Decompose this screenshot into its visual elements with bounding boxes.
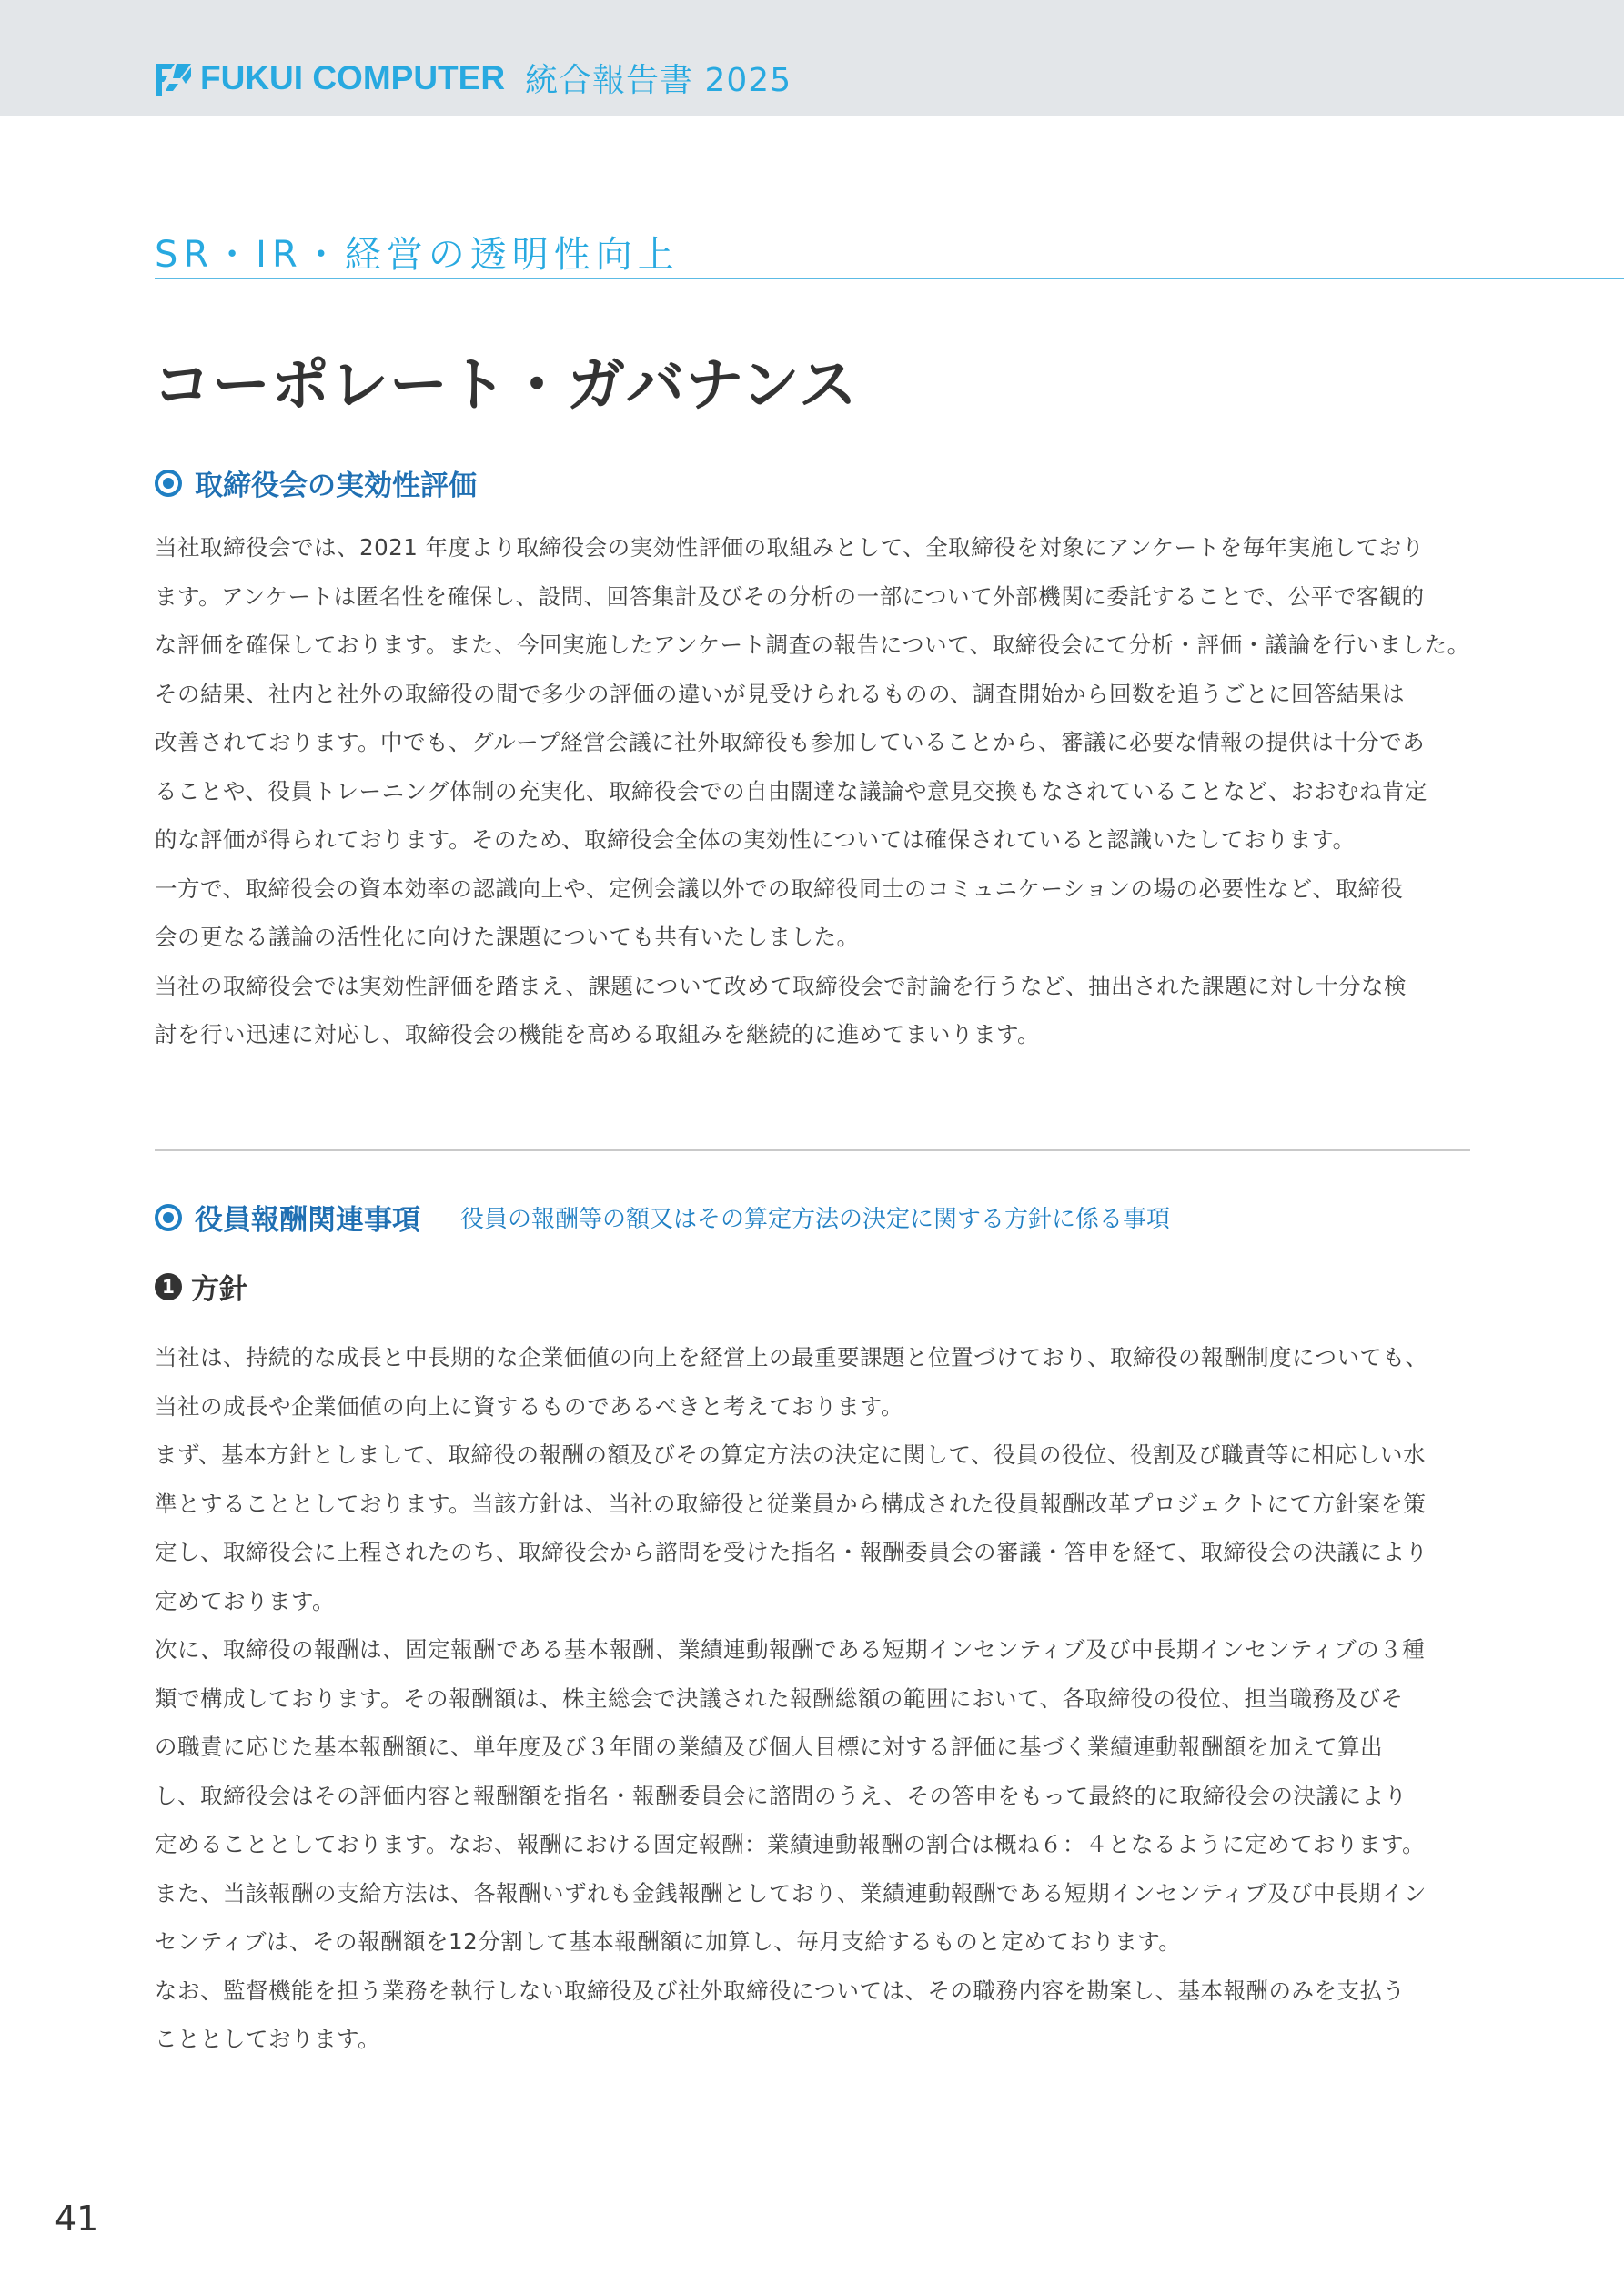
report-title: 統合報告書 2025	[525, 62, 792, 99]
paragraph-line: 定めております。	[155, 1587, 336, 1614]
section-rule	[155, 278, 1624, 279]
policy-heading-text: 方針	[191, 1273, 247, 1306]
compensation-heading-note: 役員の報酬等の額又はその算定方法の決定に関する方針に係る事項	[460, 1206, 1171, 1233]
compensation-body	[155, 1333, 1483, 2064]
paragraph-line: センティブは、その報酬額を12分割して基本報酬額に加算し、毎月支給するものと定めております。	[155, 1928, 1182, 1955]
paragraph-line: の職責に応じた基本報酬額に、単年度及び３年間の業績及び個人目標に対する評価に基づく業績連動報酬額を加えて算出	[155, 1734, 1383, 1760]
paragraph-line: 一方で、取締役会の資本効率の認識向上や、定例会議以外での取締役同士のコミュニケーションの場の必要性など、取締役	[155, 875, 1404, 902]
header-band	[0, 0, 1624, 116]
paragraph-line: 討を行い迅速に対応し、取締役会の機能を高める取組みを継続的に進めてまいります。	[155, 1021, 1041, 1047]
paragraph-line: 定し、取締役会に上程されたのち、取締役会から諮問を受けた指名・報酬委員会の審議・答申を経て、取締役会の決議により	[155, 1539, 1428, 1565]
board-evaluation-body	[155, 523, 1483, 1059]
paragraph-line: 当社取締役会では、2021 年度より取締役会の実効性評価の取組みとして、全取締役を対象にアンケートを毎年実施しており	[155, 534, 1425, 561]
paragraph-line: し、取締役会はその評価内容と報酬額を指名・報酬委員会に諮問のうえ、その答申をもって最終的に取締役会の決議により	[155, 1782, 1407, 1809]
paragraph-line: 当社は、持続的な成長と中長期的な企業価値の向上を経営上の最重要課題と位置づけており、取締役の報酬制度についても、	[155, 1344, 1428, 1371]
circle-bullet-icon	[155, 1204, 182, 1231]
paragraph-line: なお、監督機能を担う業務を執行しない取締役及び社外取締役については、その職務内容を勘案し、基本報酬のみを支払う	[155, 1977, 1406, 2004]
paragraph-line: 当社の取締役会では実効性評価を踏まえ、課題について改めて取締役会で討論を行うなど、抽出された課題に対し十分な検	[155, 972, 1407, 999]
compensation-heading	[155, 1197, 1170, 1238]
paragraph-line: 定めることとしております。なお、報酬における固定報酬：業績連動報酬の割合は概ね６：４となるように定めております。	[155, 1831, 1426, 1857]
paragraph-line: 改善されております。中でも、グループ経営会議に社外取締役も参加していることから、審議に必要な情報の提供は十分であ	[155, 729, 1426, 755]
paragraph-line: 当社の成長や企業価値の向上に資するものであるべきと考えております。	[155, 1392, 904, 1420]
page-title: コーポレート・ガバナンス	[153, 352, 858, 420]
paragraph-line: ることや、役員トレーニング体制の充実化、取締役会での自由闊達な議論や意見交換もなされていることなど、おおむね肯定	[155, 777, 1428, 804]
paragraph-line: また、当該報酬の支給方法は、各報酬いずれも金銭報酬としており、業績連動報酬である短期インセンティブ及び中長期イン	[155, 1879, 1427, 1907]
brand-logo	[155, 55, 792, 101]
paragraph-line: こととしております。	[155, 2026, 381, 2052]
page-number: 41	[55, 2199, 99, 2239]
number-circle-icon: 1	[155, 1273, 182, 1300]
fukui-computer-logo-mark-icon	[155, 58, 193, 98]
board-evaluation-heading	[155, 462, 477, 503]
paragraph-line: 会の更なる議論の活性化に向けた課題についても共有いたしました。	[155, 924, 860, 950]
paragraph-line: な評価を確保しております。また、今回実施したアンケート調査の報告について、取締役会にて分析・評価・議論を行いました。	[155, 632, 1470, 658]
paragraph-line: 的な評価が得られております。そのため、取締役会全体の実効性については確保されていると認識いたしております。	[155, 826, 1356, 853]
board-evaluation-heading-text: 取締役会の実効性評価	[195, 470, 477, 502]
section-divider	[155, 1149, 1470, 1151]
paragraph-line: まず、基本方針としまして、取締役の報酬の額及びその算定方法の決定に関して、役員の役位、役割及び職責等に相応しい水	[155, 1441, 1427, 1468]
paragraph-line: その結果、社内と社外の取締役の間で多少の評価の違いが見受けられるものの、調査開始から回数を追うごとに回答結果は	[155, 680, 1406, 707]
section-title: SR・IR・経営の透明性向上	[155, 234, 680, 276]
compensation-heading-text: 役員報酬関連事項	[195, 1204, 420, 1237]
paragraph-line: ます。アンケートは匿名性を確保し、設問、回答集計及びその分析の一部について外部機関に委託することで、公平で客観的	[155, 582, 1425, 610]
paragraph-line: 準とすることとしております。当該方針は、当社の取締役と従業員から構成された役員報酬改革プロジェクトにて方針案を策	[155, 1490, 1427, 1517]
paragraph-line: 次に、取締役の報酬は、固定報酬である基本報酬、業績連動報酬である短期インセンティブ及び中長期インセンティブの３種	[155, 1636, 1426, 1663]
circle-bullet-icon	[155, 470, 182, 497]
brand-wordmark: FUKUI COMPUTER	[200, 58, 506, 96]
paragraph-line: 類で構成しております。その報酬額は、株主総会で決議された報酬総額の範囲において、各取締役の役位、担当職務及びそ	[155, 1684, 1404, 1712]
policy-heading	[155, 1266, 247, 1307]
